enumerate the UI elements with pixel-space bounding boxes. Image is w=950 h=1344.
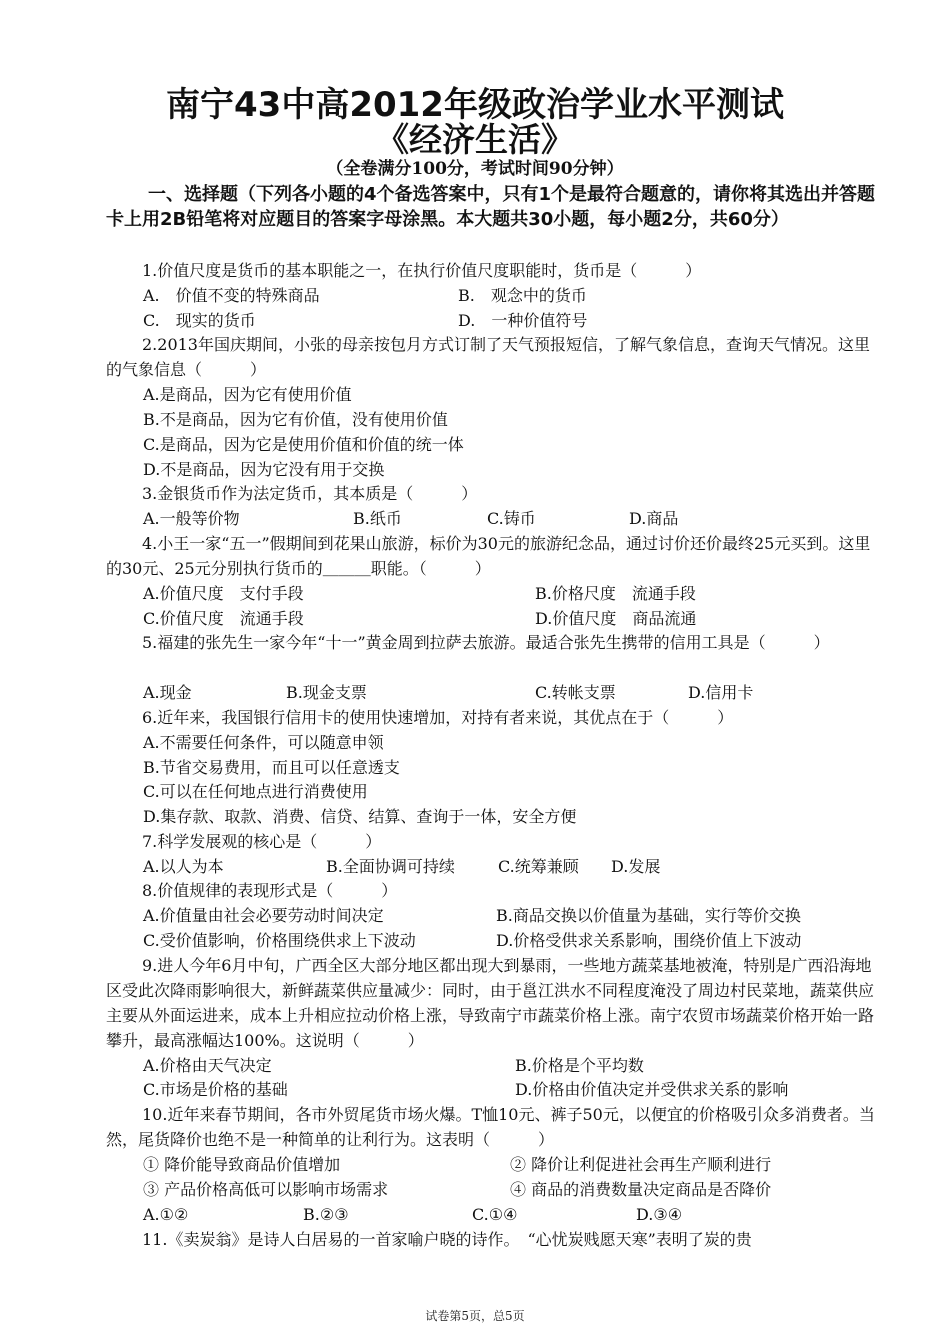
option: B. 观念中的货币 bbox=[458, 286, 587, 305]
exam-info: （全卷满分100分，考试时间90分钟） bbox=[326, 159, 624, 179]
option: C.价值尺度 流通手段 bbox=[143, 609, 304, 628]
question-stem: 9.进人今年6月中旬，广西全区大部分地区都出现大到暴雨，一些地方蔬菜基地被淹，特别是广西沿海地区受此次降雨影响很大，新鲜蔬菜供应量减少：同时，由于邕江洪水不同程度淹没了周边村民菜地，蔬菜供应主要从外面运进来，成本上升相应拉动价格上涨，导致南宁市蔬菜价格上涨。南宁农贸市场蔬菜价格开始一路攀升，最高涨幅达100%。这说明（ ） bbox=[106, 956, 875, 1050]
exam-subject-title: 《经济生活》 bbox=[376, 120, 574, 159]
question-stem: 2.2013年国庆期间，小张的母亲按包月方式订制了天气预报短信，了解气象信息，查询天气情况。这里的气象信息（ ） bbox=[106, 335, 870, 379]
option: C. 现实的货币 bbox=[143, 311, 256, 330]
question-stem: 1.价值尺度是货币的基本职能之一，在执行价值尺度职能时，货币是（ ） bbox=[142, 261, 702, 280]
option: A.是商品，因为它有使用价值 bbox=[143, 385, 352, 404]
option: C.市场是价格的基础 bbox=[143, 1080, 288, 1099]
option: A.①② bbox=[143, 1205, 189, 1224]
question-stem: 11.《卖炭翁》是诗人白居易的一首家喻户晓的诗作。 “心忧炭贱愿天寒”表明了炭的贵 bbox=[142, 1230, 752, 1249]
option: D.价格受供求关系影响，围绕价值上下波动 bbox=[496, 931, 802, 950]
option: A.价值尺度 支付手段 bbox=[143, 584, 304, 603]
section-heading-text: 一、选择题（下列各小题的4个备选答案中，只有1个是最符合题意的，请你将其选出并答题卡上用2B铅笔将对应题目的答案字母涂黑。本大题共30小题，每小题2分，共60分） bbox=[106, 184, 876, 230]
option: D.③④ bbox=[636, 1205, 683, 1224]
option: B.节省交易费用，而且可以任意透支 bbox=[143, 758, 400, 777]
option: ④ 商品的消费数量决定商品是否降价 bbox=[510, 1180, 772, 1199]
option: D.信用卡 bbox=[688, 683, 754, 702]
option: A.一般等价物 bbox=[143, 509, 240, 528]
option: D.商品 bbox=[629, 509, 679, 528]
option: B.价格是个平均数 bbox=[515, 1056, 644, 1075]
question-stem: 6.近年来，我国银行信用卡的使用快速增加，对持有者来说，其优点在于（ ） bbox=[142, 708, 734, 727]
option: D.集存款、取款、消费、信贷、结算、查询于一体，安全方便 bbox=[143, 807, 577, 826]
question-stem: 7.科学发展观的核心是（ ） bbox=[142, 832, 382, 851]
option: ① 降价能导致商品价值增加 bbox=[143, 1155, 341, 1174]
option: A.以人为本 bbox=[143, 857, 224, 876]
question-stem: 8.价值规律的表现形式是（ ） bbox=[142, 881, 398, 900]
option: B.全面协调可持续 bbox=[326, 857, 455, 876]
option: C.①④ bbox=[472, 1205, 518, 1224]
question-stem: 4.小王一家“五一”假期间到花果山旅游，标价为30元的旅游纪念品，通过讨价还价最终25元买到。这里的30元、25元分别执行货币的＿＿＿职能。（ ） bbox=[106, 534, 871, 578]
option: D. 一种价值符号 bbox=[458, 311, 588, 330]
option: C.统筹兼顾 bbox=[498, 857, 579, 876]
option: A.不需要任何条件，可以随意申领 bbox=[143, 733, 384, 752]
question-stem: 10.近年来春节期间，各市外贸尾货市场火爆。T恤10元、裤子50元，以便宜的价格吸引众多消费者。当然，尾货降价也绝不是一种简单的让利行为。这表明（ ） bbox=[106, 1105, 875, 1149]
option: A.价值量由社会必要劳动时间决定 bbox=[143, 906, 384, 925]
section-heading bbox=[106, 182, 886, 232]
exam-title: 南宁43中高2012年级政治学业水平测试 bbox=[166, 85, 784, 125]
option: B.商品交换以价值量为基础，实行等价交换 bbox=[496, 906, 801, 925]
option: D.发展 bbox=[611, 857, 661, 876]
option: C.可以在任何地点进行消费使用 bbox=[143, 782, 368, 801]
option: B.②③ bbox=[303, 1205, 349, 1224]
question-stem: 5.福建的张先生一家今年“十一”黄金周到拉萨去旅游。最适合张先生携带的信用工具是（ ） bbox=[142, 633, 830, 652]
option: B.纸币 bbox=[353, 509, 402, 528]
option: C.是商品，因为它是使用价值和价值的统一体 bbox=[143, 435, 464, 454]
option: A.价格由天气决定 bbox=[143, 1056, 272, 1075]
option: ③ 产品价格高低可以影响市场需求 bbox=[143, 1180, 389, 1199]
question-stem: 3.金银货币作为法定货币，其本质是（ ） bbox=[142, 484, 478, 503]
option: B.不是商品，因为它有价值，没有使用价值 bbox=[143, 410, 448, 429]
option: ② 降价让利促进社会再生产顺利进行 bbox=[510, 1155, 772, 1174]
option: A. 价值不变的特殊商品 bbox=[143, 286, 320, 305]
option: B.价格尺度 流通手段 bbox=[535, 584, 696, 603]
page-footer: 试卷第5页，总5页 bbox=[425, 1309, 525, 1323]
option: B.现金支票 bbox=[286, 683, 367, 702]
option: D.不是商品，因为它没有用于交换 bbox=[143, 460, 385, 479]
option: D.价格由价值决定并受供求关系的影响 bbox=[515, 1080, 789, 1099]
option: A.现金 bbox=[143, 683, 192, 702]
option: C.受价值影响，价格围绕供求上下波动 bbox=[143, 931, 416, 950]
option: C.转帐支票 bbox=[535, 683, 616, 702]
option: D.价值尺度 商品流通 bbox=[535, 609, 697, 628]
option: C.铸币 bbox=[487, 509, 536, 528]
